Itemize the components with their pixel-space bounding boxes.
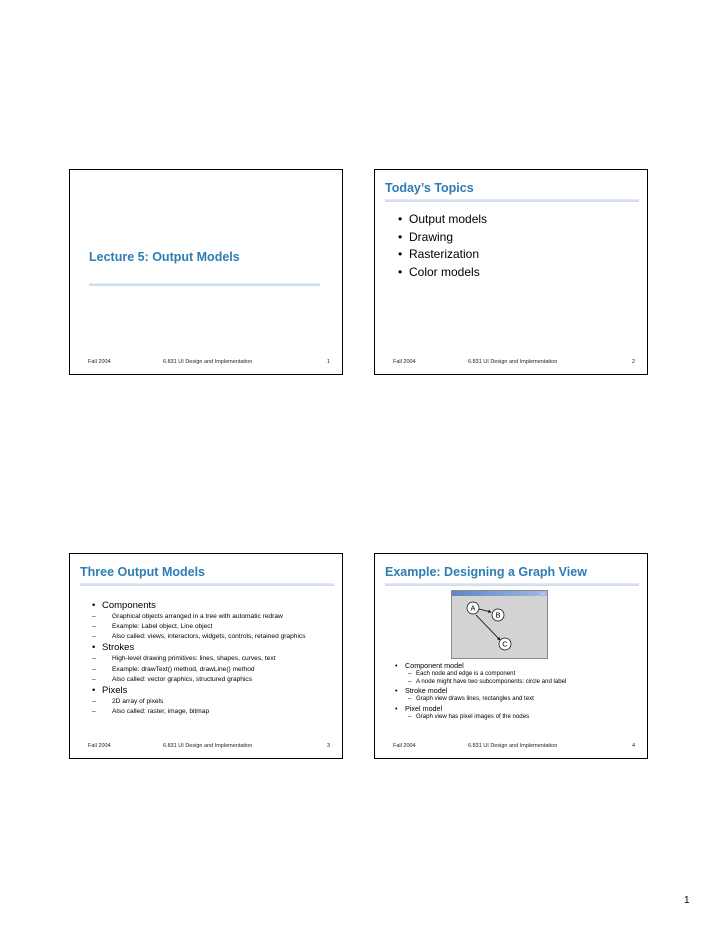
list-item: • Pixels bbox=[92, 685, 128, 697]
list-item: • Pixel model bbox=[395, 703, 443, 713]
list-item: • Strokes bbox=[92, 642, 135, 654]
list-subitem: – Also called: views, interactors, widgets, controls, retained graphics bbox=[92, 633, 306, 641]
list-subitem: – Example: drawText() method, drawLine() method bbox=[92, 665, 255, 673]
slide-1 bbox=[69, 169, 343, 375]
list-subitem: – 2D array of pixels bbox=[92, 698, 164, 706]
list-subitem: – Also called: vector graphics, structured graphics bbox=[92, 675, 252, 683]
edge-a-b bbox=[479, 609, 491, 612]
slide-2 bbox=[374, 169, 648, 375]
slide-3 bbox=[69, 553, 343, 759]
topics-list bbox=[398, 211, 487, 282]
list-item: • Components bbox=[92, 600, 156, 611]
slide-title: Three Output Models bbox=[80, 565, 205, 579]
graph-view-window bbox=[451, 590, 548, 659]
slide-title: Lecture 5: Output Models bbox=[89, 250, 240, 264]
list-subitem: – Each node and edge is a component bbox=[408, 670, 516, 677]
list-subitem: – Also called: raster, image, bitmap bbox=[92, 708, 210, 716]
slide-number: 2 bbox=[631, 359, 635, 365]
node-a-label: A bbox=[470, 603, 476, 613]
list-subitem: – High-level drawing primitives: lines, shapes, curves, text bbox=[92, 655, 276, 663]
page-number: 1 bbox=[684, 895, 690, 906]
slide-number: 3 bbox=[326, 743, 330, 749]
slide-number: 1 bbox=[326, 359, 330, 365]
graph-models-list bbox=[395, 661, 645, 721]
footer-term: Fall 2004 bbox=[393, 359, 416, 365]
list-item: • Rasterization bbox=[398, 247, 480, 262]
list-item: • Output models bbox=[398, 212, 488, 226]
footer-course: 6.831 UI Design and Implementation bbox=[163, 359, 253, 365]
footer-course: 6.831 UI Design and Implementation bbox=[163, 743, 253, 749]
list-item: • Stroke model bbox=[395, 686, 448, 696]
slide-title: Example: Designing a Graph View bbox=[385, 565, 587, 579]
list-subitem: – Graph view has pixel images of the nodes bbox=[408, 712, 530, 720]
footer-term: Fall 2004 bbox=[393, 743, 416, 749]
list-subitem: – Graphical objects arranged in a tree with automatic redraw bbox=[92, 613, 283, 620]
slide-4 bbox=[374, 553, 648, 759]
title-rule bbox=[80, 583, 334, 586]
slide-number: 4 bbox=[631, 743, 635, 749]
footer-course: 6.831 UI Design and Implementation bbox=[468, 743, 558, 749]
slide-title: Today’s Topics bbox=[385, 181, 474, 195]
window-controls-icon: _□× bbox=[538, 591, 545, 596]
title-rule bbox=[385, 583, 639, 586]
list-item: • Drawing bbox=[398, 229, 454, 244]
list-item: • Color models bbox=[398, 265, 480, 280]
list-subitem: – A node might have two subcomponents: circle and label bbox=[408, 678, 567, 686]
footer-term: Fall 2004 bbox=[88, 743, 111, 749]
node-c-label: C bbox=[502, 639, 508, 649]
output-models-list bbox=[92, 600, 340, 717]
title-rule bbox=[385, 199, 639, 202]
footer-course: 6.831 UI Design and Implementation bbox=[468, 359, 558, 365]
list-item: • Component model bbox=[395, 661, 464, 670]
list-subitem: – Graph view draws lines, rectangles and text bbox=[408, 695, 534, 703]
list-subitem: – Example: Label object, Line object bbox=[92, 623, 213, 631]
title-rule bbox=[89, 283, 320, 286]
graph-diagram bbox=[452, 596, 547, 658]
node-b-label: B bbox=[495, 610, 501, 620]
footer-term: Fall 2004 bbox=[88, 359, 111, 365]
